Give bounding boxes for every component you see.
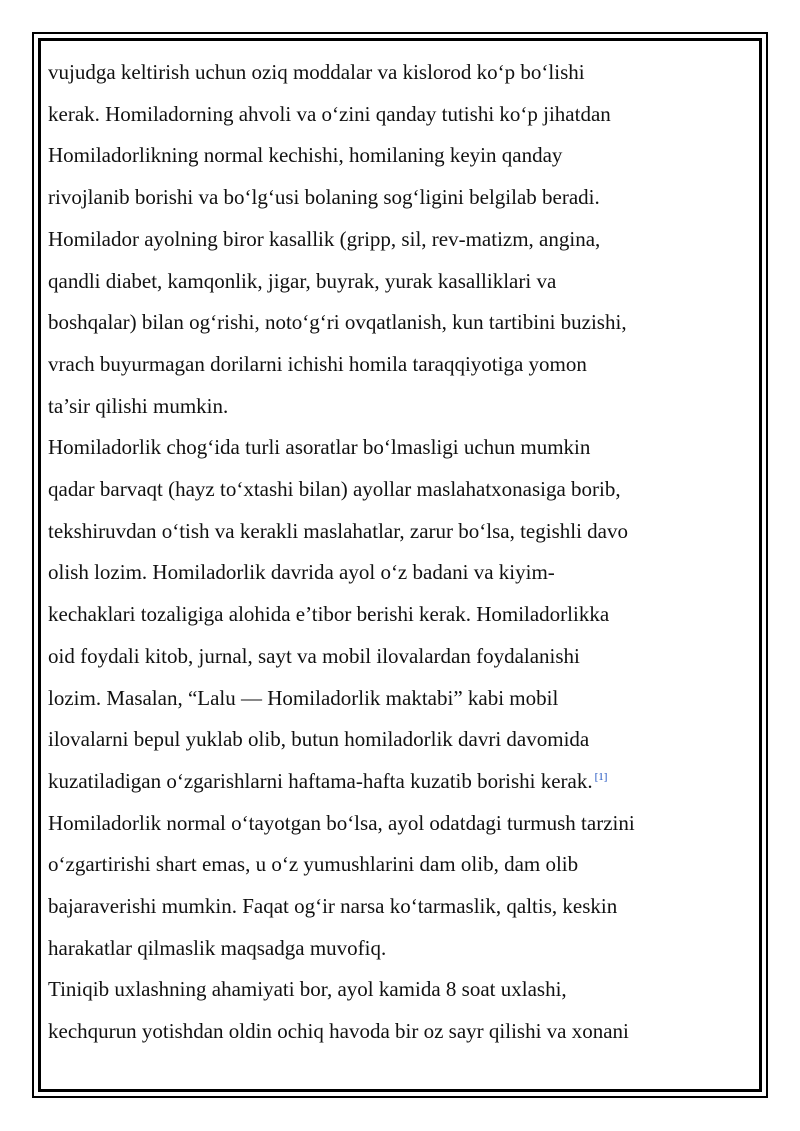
text-line: qadar barvaqt (hayz toʻxtashi bilan) ayollar maslahatxonasiga borib, (48, 477, 621, 502)
text-line: bajaraverishi mumkin. Faqat ogʻir narsa koʻtarmaslik, qaltis, keskin (48, 894, 618, 919)
text-line-with-footnote (48, 761, 760, 803)
document-body (48, 52, 760, 1053)
text-line: qandli diabet, kamqonlik, jigar, buyrak, yurak kasalliklari va (48, 268, 557, 293)
text-line: Homilador ayolning biror kasallik (gripp, sil, rev-matizm, angina, (48, 226, 601, 251)
text-line: kechqurun yotishdan oldin ochiq havoda bir oz sayr qilishi va xonani (48, 1019, 629, 1044)
footnote-link[interactable]: [1] (594, 770, 608, 783)
text-line: boshqalar) bilan ogʻrishi, notoʻgʻri ovqatlanish, kun tartibini buzishi, (48, 310, 627, 335)
text-line: kerak. Homiladorning ahvoli va oʻzini qanday tutishi koʻp jihatdan (48, 101, 611, 126)
text-line: ilovalarni bepul yuklab olib, butun homiladorlik davri davomida (48, 727, 590, 752)
text-line: Tiniqib uxlashning ahamiyati bor, ayol kamida 8 soat uxlashi, (48, 977, 567, 1002)
text-line: harakatlar qilmaslik maqsadga muvofiq. (48, 935, 387, 960)
text-line: ta’sir qilishi mumkin. (48, 393, 229, 418)
text-line: oid foydali kitob, jurnal, sayt va mobil ilovalardan foydalanishi (48, 643, 580, 668)
text-line-content: kuzatiladigan oʻzgarishlarni haftama-hafta kuzatib borishi kerak. (48, 768, 593, 793)
text-line: Homiladorlikning normal kechishi, homilaning keyin qanday (48, 143, 563, 168)
text-line: vrach buyurmagan dorilarni ichishi homila taraqqiyotiga yomon (48, 351, 587, 376)
text-line: lozim. Masalan, “Lalu — Homiladorlik maktabi” kabi mobil (48, 685, 559, 710)
text-line: vujudga keltirish uchun oziq moddalar va kislorod koʻp boʻlishi (48, 60, 585, 84)
text-line: kechaklari tozaligiga alohida e’tibor berishi kerak. Homiladorlikka (48, 602, 610, 627)
text-line: Homiladorlik chogʻida turli asoratlar boʻlmasligi uchun mumkin (48, 435, 591, 460)
text-line: tekshiruvdan oʻtish va kerakli maslahatlar, zarur boʻlsa, tegishli davo (48, 518, 628, 543)
text-line: rivojlanib borishi va boʻlgʻusi bolaning sogʻligini belgilab beradi. (48, 185, 600, 210)
text-line: olish lozim. Homiladorlik davrida ayol oʻz badani va kiyim- (48, 560, 555, 585)
text-line: Homiladorlik normal oʻtayotgan boʻlsa, ayol odatdagi turmush tarzini (48, 810, 635, 835)
text-line: oʻzgartirishi shart emas, u oʻz yumushlarini dam olib, dam olib (48, 852, 579, 877)
